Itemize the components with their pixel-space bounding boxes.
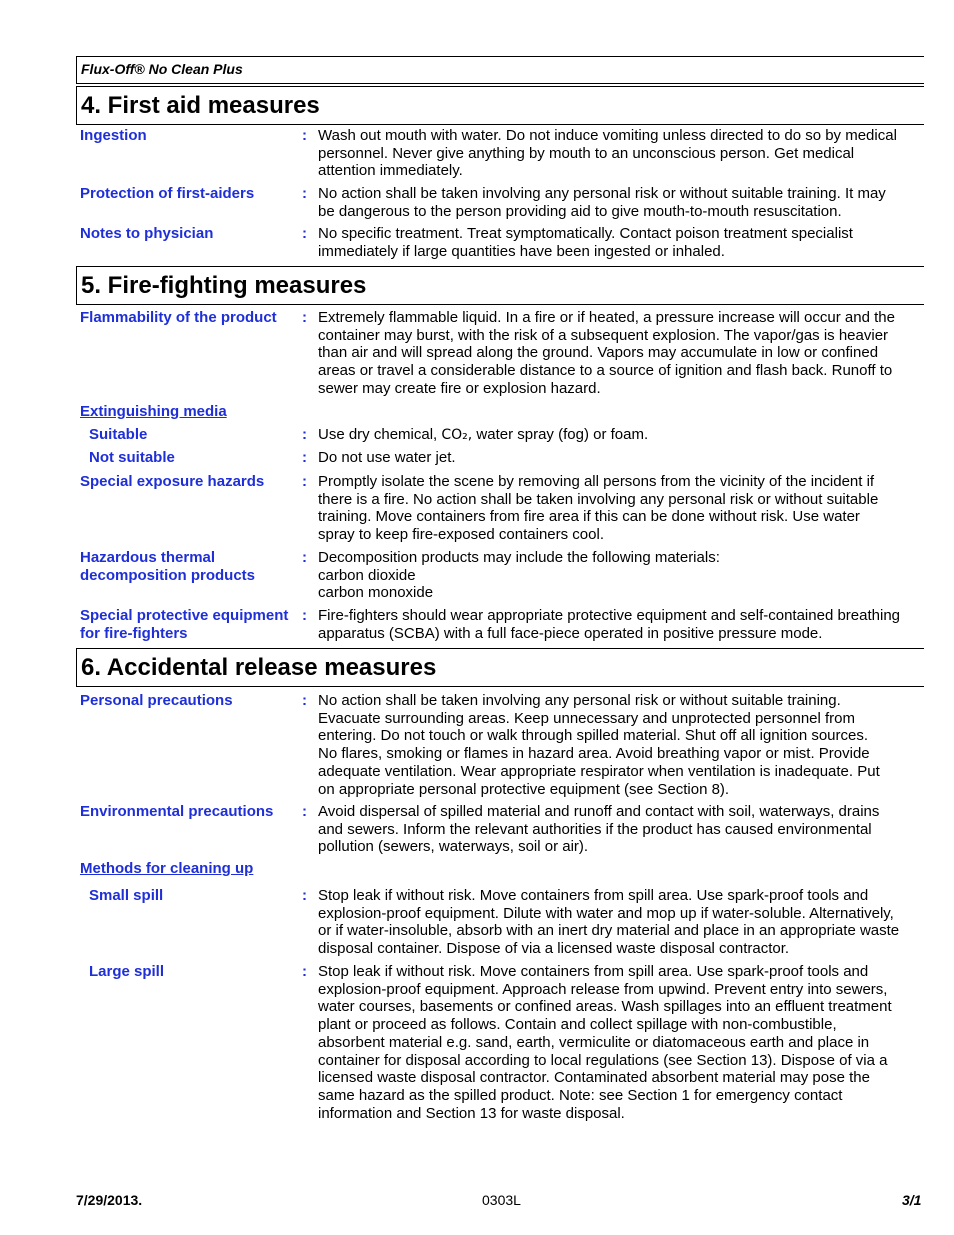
section-4-header	[76, 86, 924, 125]
ingestion-text: Wash out mouth with water. Do not induce vomiting unless directed to do so by medical personnel. Never give anything by mouth to an unconscious person. Get medical attention immediately.	[318, 127, 897, 180]
section-5-header	[76, 266, 924, 305]
section-6-title: 6. Accidental release measures	[81, 654, 437, 681]
footer-date: 7/29/2013.	[76, 1192, 143, 1208]
small-spill-label: Small spill	[89, 887, 164, 904]
colon: :	[302, 473, 307, 490]
section-4-title: 4. First aid measures	[81, 92, 320, 119]
suitable-text-after: water spray (fog) or foam.	[472, 426, 649, 443]
colon: :	[302, 185, 307, 202]
protection-text: No action shall be taken involving any personal risk or without suitable training. It may be dangerous to the person providing aid to give mouth-to-mouth resuscitation.	[318, 185, 886, 220]
ingestion-label: Ingestion	[80, 127, 147, 144]
colon: :	[302, 692, 307, 709]
colon: :	[302, 803, 307, 820]
colon: :	[302, 449, 307, 466]
hazardous-thermal-text: Decomposition products may include the following materials: carbon dioxide carbon monoxide	[318, 549, 720, 602]
not-suitable-label: Not suitable	[89, 449, 175, 466]
protection-label: Protection of first-aiders	[80, 185, 255, 202]
extinguishing-media-label: Extinguishing media	[80, 403, 227, 420]
notes-label: Notes to physician	[80, 225, 214, 242]
product-header	[76, 56, 924, 84]
colon: :	[302, 127, 307, 144]
section-6-header	[76, 648, 924, 687]
large-spill-label: Large spill	[89, 963, 165, 980]
not-suitable-text: Do not use water jet.	[318, 449, 456, 466]
special-exposure-text: Promptly isolate the scene by removing all persons from the vicinity of the incident if there is a fire. No action shall be taken involving any personal risk or without suitable training. Move containers from fire area if this can be done without risk. Use water spray to keep fire-exposed containers cool.	[318, 473, 879, 544]
colon: :	[302, 426, 307, 443]
co2-formula: CO₂,	[441, 427, 473, 443]
notes-text: No specific treatment. Treat symptomatically. Contact poison treatment specialist immediately if large quantities have been ingested or inhaled.	[318, 225, 853, 260]
product-name: Flux-Off® No Clean Plus	[81, 61, 243, 77]
special-protective-label: Special protective equipment for fire-fighters	[80, 607, 289, 642]
colon: :	[302, 225, 307, 242]
colon: :	[302, 963, 307, 980]
suitable-text-before: Use dry chemical,	[318, 426, 442, 443]
flammability-text: Extremely flammable liquid. In a fire or if heated, a pressure increase will occur and the container may burst, with the risk of a subsequent explosion. The vapor/gas is heavier than air and will spread along the ground. Vapors may accumulate in low or confined areas or travel a considerable distance to a source of ignition and flash back. Runoff to sewer may create fire or explosion hazard.	[318, 309, 895, 397]
section-5-title: 5. Fire-fighting measures	[81, 272, 367, 299]
colon: :	[302, 549, 307, 566]
special-protective-text: Fire-fighters should wear appropriate protective equipment and self-contained breathing apparatus (SCBA) with a full face-piece operated in positive pressure mode.	[318, 607, 901, 642]
colon: :	[302, 887, 307, 904]
special-exposure-label: Special exposure hazards	[80, 473, 265, 490]
suitable-label: Suitable	[89, 426, 148, 443]
suitable-text	[318, 426, 924, 445]
small-spill-text: Stop leak if without risk. Move containers from spill area. Use spark-proof tools and explosion-proof equipment. Dilute with water and mop up if water-soluble. Alternatively, or if water-insoluble, absorb with an inert dry material and place in an appropriate waste disposal container. Dispose of via a licensed waste disposal contractor.	[318, 887, 900, 958]
colon: :	[302, 309, 307, 326]
footer-page-number: 3/1	[902, 1192, 922, 1208]
methods-cleaning-label: Methods for cleaning up	[80, 860, 254, 877]
colon: :	[302, 607, 307, 624]
footer-code: 0303L	[482, 1192, 521, 1208]
personal-precautions-text: No action shall be taken involving any personal risk or without suitable training. Evacuate surrounding areas. Keep unnecessary and unprotected personnel from entering. Do not touch or walk through spilled material. Shut off all ignition sources. No flares, smoking or flames in hazard area. Avoid breathing vapor or mist. Provide adequate ventilation. Wear appropriate respirator when ventilation is inadequate. Put on appropriate personal protective equipment (see Section 8).	[318, 692, 880, 798]
environmental-precautions-text: Avoid dispersal of spilled material and runoff and contact with soil, waterways, drains and sewers. Inform the relevant authorities if the product has caused environmental pollution (sewers, waterways, soil or air).	[318, 803, 880, 856]
large-spill-text: Stop leak if without risk. Move containers from spill area. Use spark-proof tools and explosion-proof equipment. Approach release from upwind. Prevent entry into sewers, water courses, basements or confined areas. Wash spillages into an effluent treatment plant or proceed as follows. Contain and collect spillage with non-combustible, absorbent material e.g. sand, earth, vermiculite or diatomaceous earth and place in container for disposal according to local regulations (see Section 13). Dispose of via a licensed waste disposal contractor. Contaminated absorbent material may pose the same hazard as the spilled product. Note: see Section 1 for emergency contact information and Section 13 for waste disposal.	[318, 963, 892, 1122]
flammability-label: Flammability of the product	[80, 309, 277, 326]
personal-precautions-label: Personal precautions	[80, 692, 233, 709]
environmental-precautions-label: Environmental precautions	[80, 803, 274, 820]
hazardous-thermal-label: Hazardous thermal decomposition products	[80, 549, 256, 584]
